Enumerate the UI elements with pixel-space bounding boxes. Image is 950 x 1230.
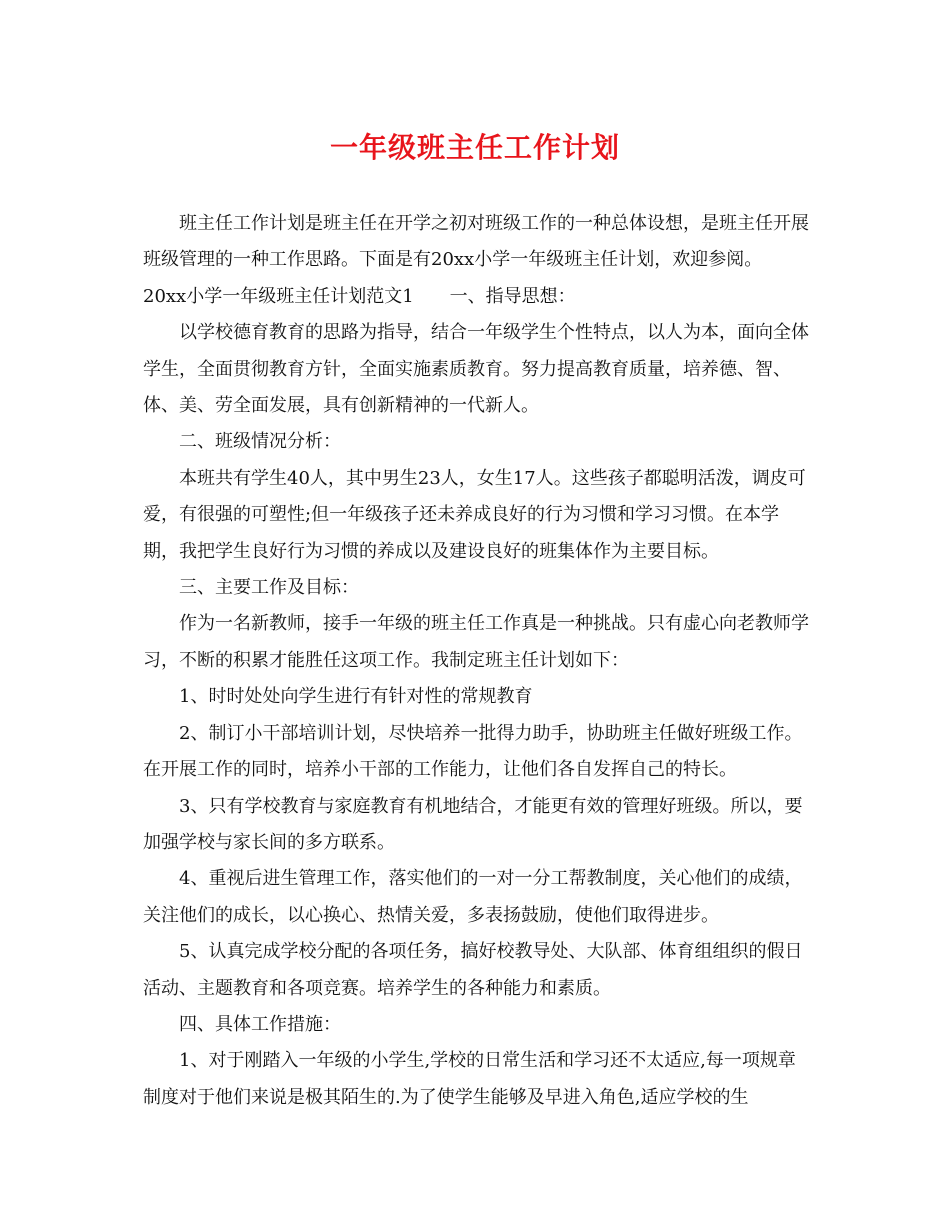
section-heading-main-work: 三、主要工作及目标：	[179, 577, 359, 599]
list-item-3: 3、只有学校教育与家庭教育有机地结合，才能更有效的管理好班级。所以，要加强学校与家长间的多方联系。	[143, 795, 803, 853]
document-title: 一年级班主任工作计划	[329, 131, 620, 164]
paragraph-main-work: 作为一名新教师，接手一年级的班主任工作真是一种挑战。只有虚心向老教师学习，不断的积累才能胜任这项工作。我制定班主任计划如下：	[143, 613, 809, 671]
paragraph-guiding-thought: 以学校德育教育的思路为指导，结合一年级学生个性特点，以人为本，面向全体学生，全面贯彻教育方针，全面实施素质教育。努力提高教育质量，培养德、智、体、美、劳全面发展，具有创新精神的一代新人。	[143, 322, 809, 417]
paragraph-class-analysis: 本班共有学生40人，其中男生23人，女生17人。这些孩子都聪明活泼，调皮可爱，有很强的可塑性;但一年级孩子还未养成良好的行为习惯和学习习惯。在本学期，我把学生良好行为习惯的养成以及建设良好的班集体作为主要目标。	[143, 467, 806, 562]
list-item-5: 5、认真完成学校分配的各项任务，搞好校教导处、大队部、体育组组织的假日活动、主题教育和各项竞赛。培养学生的各种能力和素质。	[143, 941, 803, 999]
document-body	[143, 206, 813, 1116]
list-item-4: 4、重视后进生管理工作，落实他们的一对一分工帮教制度，关心他们的成绩，关注他们的成长，以心换心、热情关爱，多表扬鼓励，使他们取得进步。	[143, 868, 803, 926]
section-heading-class-analysis: 二、班级情况分析：	[179, 431, 341, 453]
list-item-1: 1、时时处处向学生进行有针对性的常规教育	[179, 686, 533, 708]
section-heading-measures: 四、具体工作措施：	[179, 1013, 341, 1035]
paragraph-sample-heading: 20xx小学一年级班主任计划范文1 一、指导思想：	[143, 285, 576, 307]
list-item-2: 2、制订小干部培训计划，尽快培养一批得力助手，协助班主任做好班级工作。在开展工作的同时，培养小干部的工作能力，让他们各自发挥自己的特长。	[143, 722, 803, 781]
paragraph-intro: 班主任工作计划是班主任在开学之初对班级工作的一种总体设想，是班主任开展班级管理的一种工作思路。下面是有20xx小学一年级班主任计划，欢迎参阅。	[143, 213, 809, 271]
paragraph-measure-1: 1、对于刚踏入一年级的小学生,学校的日常生活和学习还不太适应,每一项规章制度对于他们来说是极其陌生的.为了使学生能够及早进入角色,适应学校的生	[143, 1050, 796, 1108]
